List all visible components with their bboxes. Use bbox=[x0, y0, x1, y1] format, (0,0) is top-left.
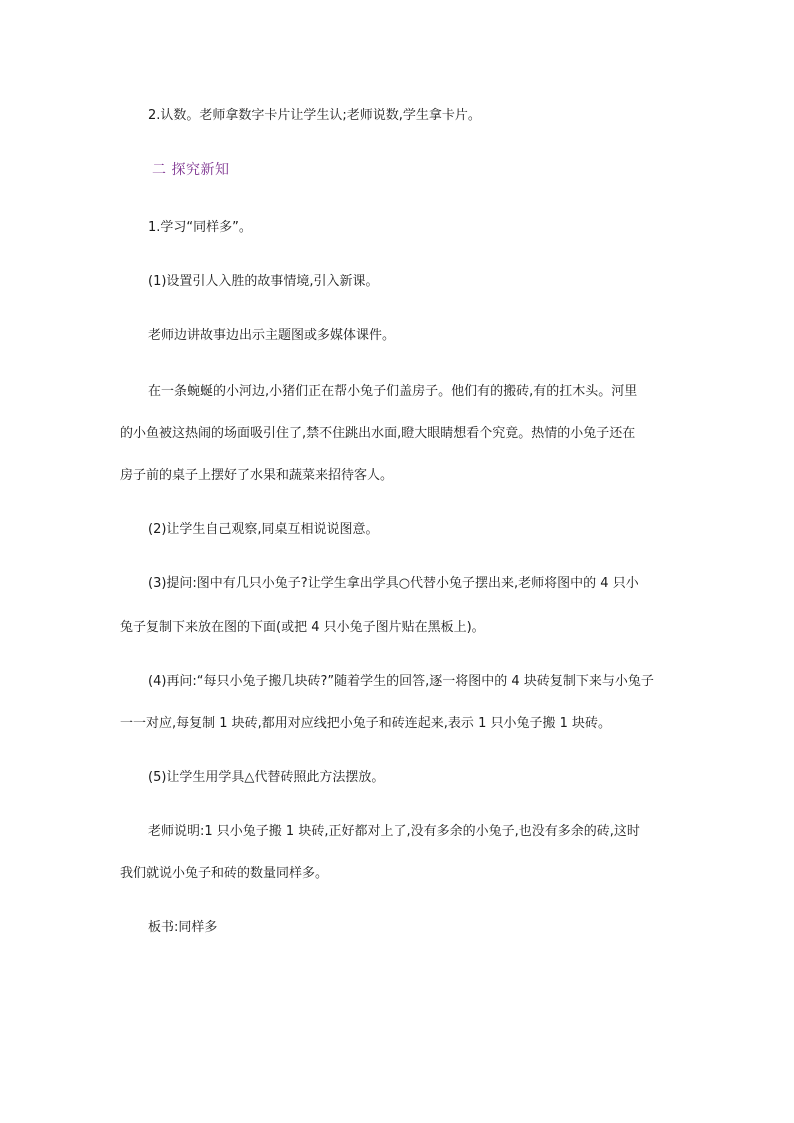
paragraph-story-line-2: 的小鱼被这热闹的场面吸引住了,禁不住跳出水面,瞪大眼睛想看个究竟。热情的小兔子还在 bbox=[120, 426, 636, 441]
paragraph-step-5: (5)让学生用学具△代替砖照此方法摆放。 bbox=[148, 770, 385, 785]
paragraph-story-line-3: 房子前的桌子上摆好了水果和蔬菜来招待客人。 bbox=[120, 468, 394, 483]
paragraph-step-4-line-1: (4)再问:“每只小兔子搬几块砖?”随着学生的回答,逐一将图中的 4 块砖复制下来与小兔子 bbox=[148, 674, 654, 689]
section-heading-explore: 二 探究新知 bbox=[152, 162, 230, 178]
paragraph-learn-same-amount: 1.学习“同样多”。 bbox=[148, 220, 252, 235]
paragraph-step-3-line-2: 兔子复制下来放在图的下面(或把 4 只小兔子图片贴在黑板上)。 bbox=[120, 620, 485, 635]
paragraph-step-1: (1)设置引人入胜的故事情境,引入新课。 bbox=[148, 274, 379, 289]
paragraph-teacher-explains-line-1: 老师说明:1 只小兔子搬 1 块砖,正好都对上了,没有多余的小兔子,也没有多余的砖,这时 bbox=[148, 824, 640, 839]
paragraph-step-2: (2)让学生自己观察,同桌互相说说图意。 bbox=[148, 522, 379, 537]
paragraph-teacher-shows: 老师边讲故事边出示主题图或多媒体课件。 bbox=[148, 328, 396, 343]
paragraph-blackboard: 板书:同样多 bbox=[148, 920, 218, 935]
paragraph-step-3-line-1: (3)提问:图中有几只小兔子?让学生拿出学具○代替小兔子摆出来,老师将图中的 4 只小 bbox=[148, 576, 639, 591]
paragraph-recognize-numbers: 2.认数。老师拿数字卡片让学生认;老师说数,学生拿卡片。 bbox=[148, 108, 481, 123]
paragraph-story-line-1: 在一条蜿蜒的小河边,小猪们正在帮小兔子们盖房子。他们有的搬砖,有的扛木头。河里 bbox=[148, 384, 638, 399]
paragraph-teacher-explains-line-2: 我们就说小兔子和砖的数量同样多。 bbox=[120, 866, 329, 881]
paragraph-step-4-line-2: 一一对应,每复制 1 块砖,都用对应线把小兔子和砖连起来,表示 1 只小兔子搬 1 块砖。 bbox=[120, 716, 612, 731]
